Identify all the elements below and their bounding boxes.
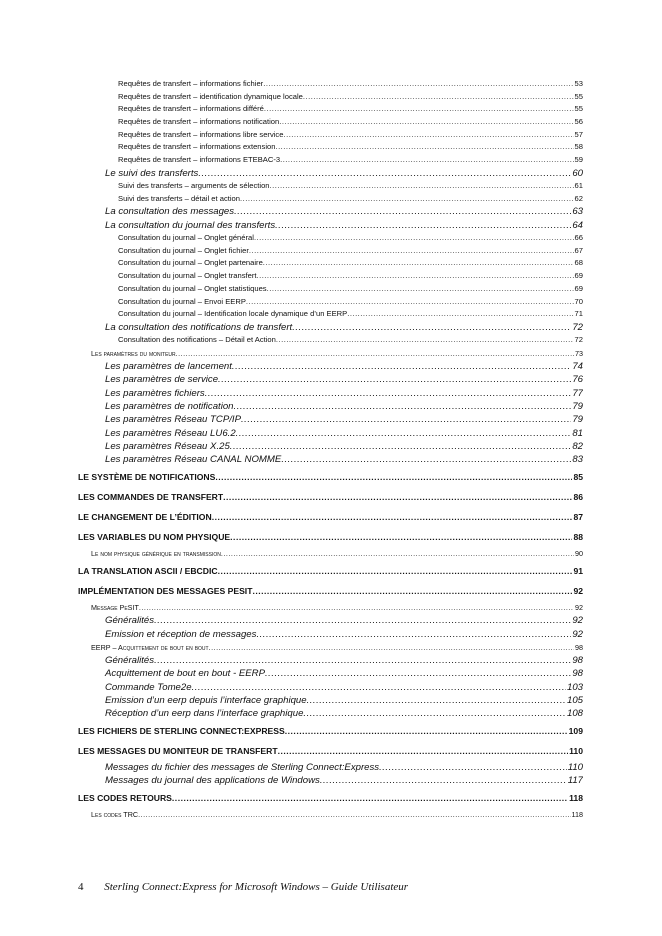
toc-entry-title: LES FICHIERS DE STERLING CONNECT:EXPRESS xyxy=(78,725,285,736)
toc-entry[interactable] xyxy=(78,507,583,527)
toc-entry-title: Consultation du journal – Identification locale dynamique d’un EERP xyxy=(118,309,348,319)
toc-leader-dots xyxy=(230,527,572,547)
toc-leader-dots xyxy=(267,283,574,296)
toc-entry-page: 81 xyxy=(572,427,583,439)
toc-leader-dots xyxy=(275,219,571,232)
toc-leader-dots xyxy=(249,245,574,258)
toc-entry-page: 108 xyxy=(566,708,583,720)
toc-entry-title: Requêtes de transfert – identification dynamique locale xyxy=(118,91,303,101)
toc-leader-dots xyxy=(223,487,572,507)
toc-entry[interactable] xyxy=(78,808,583,821)
toc-leader-dots xyxy=(379,761,567,774)
toc-leader-dots xyxy=(303,707,566,720)
toc-entry[interactable] xyxy=(78,788,583,808)
toc-entry-page: 67 xyxy=(574,245,583,255)
toc-entry-page: 88 xyxy=(573,532,583,543)
toc-entry[interactable] xyxy=(78,413,583,426)
toc-entry-page: 66 xyxy=(574,233,583,243)
toc-entry-page: 90 xyxy=(575,549,583,559)
toc-entry-page: 92 xyxy=(575,602,583,612)
toc-leader-dots xyxy=(230,440,572,453)
toc-entry[interactable] xyxy=(78,628,583,641)
toc-entry-page: 71 xyxy=(574,309,583,319)
toc-entry-title: Le nom physique générique en transmission xyxy=(91,549,221,559)
toc-entry[interactable] xyxy=(78,667,583,680)
toc-entry[interactable] xyxy=(78,561,583,581)
toc-entry-title: Généralités xyxy=(105,615,155,627)
toc-entry-page: 98 xyxy=(572,655,583,667)
toc-entry-page: 92 xyxy=(572,628,583,640)
toc-entry[interactable] xyxy=(78,78,583,91)
toc-entry-title: LES CODES RETOURS xyxy=(78,792,172,803)
toc-entry-title: Requêtes de transfert – informations extension xyxy=(118,142,276,152)
toc-entry-title: Consultation des notifications – Détail et Action xyxy=(118,335,276,345)
toc-entry-page: 85 xyxy=(573,471,583,482)
toc-entry-title: Le suivi des transferts xyxy=(105,167,199,179)
toc-leader-dots xyxy=(280,154,573,167)
toc-leader-dots xyxy=(246,296,574,309)
toc-entry-title: Les paramètres de lancement xyxy=(105,361,232,373)
toc-entry-title: LES MESSAGES DU MONITEUR DE TRANSFERT xyxy=(78,745,278,756)
toc-leader-dots xyxy=(209,641,574,654)
toc-entry-title: EERP – Acquittement de bout en bout xyxy=(91,642,209,652)
toc-entry[interactable] xyxy=(78,321,583,334)
page-number: 4 xyxy=(78,881,84,893)
toc-entry-page: 79 xyxy=(572,414,583,426)
toc-entry[interactable] xyxy=(78,154,583,167)
toc-entry-page: 79 xyxy=(572,401,583,413)
toc-entry-page: 98 xyxy=(572,668,583,680)
toc-entry-page: 118 xyxy=(571,809,583,819)
toc-leader-dots xyxy=(292,321,571,334)
toc-entry-page: 55 xyxy=(574,91,583,101)
toc-leader-dots xyxy=(215,467,572,487)
toc-leader-dots xyxy=(264,103,574,116)
toc-entry-title: IMPLÉMENTATION DES MESSAGES PESIT xyxy=(78,585,253,596)
toc-leader-dots xyxy=(265,667,571,680)
toc-leader-dots xyxy=(270,180,574,193)
toc-entry[interactable] xyxy=(78,141,583,154)
page-footer xyxy=(78,881,408,893)
toc-entry[interactable] xyxy=(78,761,583,774)
toc-entry-title: Requêtes de transfert – informations différé xyxy=(118,104,264,114)
toc-leader-dots xyxy=(240,193,574,206)
toc-entry[interactable] xyxy=(78,219,583,232)
toc-entry[interactable] xyxy=(78,721,583,741)
toc-entry[interactable] xyxy=(78,180,583,193)
toc-entry[interactable] xyxy=(78,257,583,270)
toc-entry[interactable] xyxy=(78,741,583,761)
toc-entry[interactable] xyxy=(78,116,583,129)
toc-entry-title: Les paramètres Réseau X.25 xyxy=(105,440,230,452)
toc-entry-page: 98 xyxy=(575,642,583,652)
toc-entry[interactable] xyxy=(78,581,583,601)
toc-entry[interactable] xyxy=(78,774,583,787)
toc-entry-page: 103 xyxy=(566,681,583,693)
toc-entry-page: 57 xyxy=(574,129,583,139)
toc-entry[interactable] xyxy=(78,681,583,694)
toc-entry-page: 110 xyxy=(567,762,583,774)
toc-leader-dots xyxy=(221,547,574,560)
toc-leader-dots xyxy=(138,808,570,821)
toc-entry[interactable] xyxy=(78,270,583,283)
toc-entry-page: 69 xyxy=(574,271,583,281)
toc-entry-title: Emission d’un eerp depuis l’interface graphique xyxy=(105,695,307,707)
toc-entry-page: 86 xyxy=(573,491,583,502)
toc-entry-title: Acquittement de bout en bout - EERP xyxy=(105,668,265,680)
toc-entry-page: 76 xyxy=(572,374,583,386)
toc-entry-page: 61 xyxy=(574,181,583,191)
toc-leader-dots xyxy=(307,694,566,707)
toc-entry[interactable] xyxy=(78,347,583,360)
toc-entry-page: 92 xyxy=(573,585,583,596)
toc-entry-page: 62 xyxy=(574,193,583,203)
toc-entry[interactable] xyxy=(78,641,583,654)
toc-entry[interactable] xyxy=(78,296,583,309)
toc-leader-dots xyxy=(275,141,573,154)
toc-entry-page: 83 xyxy=(572,454,583,466)
toc-entry-page: 63 xyxy=(572,206,583,218)
toc-entry[interactable] xyxy=(78,232,583,245)
toc-leader-dots xyxy=(256,270,573,283)
toc-leader-dots xyxy=(232,360,571,373)
toc-entry-title: Les paramètres Réseau TCP/IP xyxy=(105,414,241,426)
toc-entry[interactable] xyxy=(78,205,583,218)
toc-entry[interactable] xyxy=(78,487,583,507)
toc-entry-page: 69 xyxy=(574,283,583,293)
toc-entry-title: Message PeSIT xyxy=(91,602,139,612)
footer-title: Sterling Connect:Express for Microsoft Windows – Guide Utilisateur xyxy=(104,881,409,893)
toc-entry-title: Messages du fichier des messages de Sterling Connect:Express xyxy=(105,762,380,774)
toc-entry-title: Réception d’un eerp dans l’interface graphique xyxy=(105,708,304,720)
toc-leader-dots xyxy=(279,116,573,129)
toc-leader-dots xyxy=(198,167,571,180)
toc-entry[interactable] xyxy=(78,614,583,627)
toc-entry-title: Requêtes de transfert – informations fichier xyxy=(118,79,264,88)
toc-entry[interactable] xyxy=(78,547,583,560)
toc-entry-title: Requêtes de transfert – informations ETEBAC-3 xyxy=(118,155,281,165)
toc-entry-page: 110 xyxy=(569,745,583,756)
toc-entry-title: Messages du journal des applications de Windows xyxy=(105,775,320,787)
toc-entry-title: Requêtes de transfert – informations libre service xyxy=(118,129,284,139)
toc-entry-title: Consultation du journal – Onglet fichier xyxy=(118,245,249,255)
toc-entry[interactable] xyxy=(78,360,583,373)
toc-leader-dots xyxy=(218,373,571,386)
toc-leader-dots xyxy=(263,257,574,270)
toc-entry[interactable] xyxy=(78,334,583,347)
toc-entry[interactable] xyxy=(78,91,583,104)
toc-entry-title: Suivi des transferts – détail et action xyxy=(118,193,240,203)
toc-entry-title: Les codes TRC xyxy=(91,809,139,819)
toc-entry-title: LA TRANSLATION ASCII / EBCDIC xyxy=(78,565,218,576)
toc-leader-dots xyxy=(278,741,569,761)
toc-entry-title: La consultation du journal des transferts xyxy=(105,219,276,231)
toc-leader-dots xyxy=(276,334,574,347)
toc-leader-dots xyxy=(192,681,566,694)
toc-entry-title: La consultation des notifications de transfert xyxy=(105,321,293,333)
toc-entry[interactable] xyxy=(78,427,583,440)
toc-entry[interactable] xyxy=(78,707,583,720)
toc-entry-title: Consultation du journal – Onglet statistiques xyxy=(118,283,267,293)
toc-entry-title: Consultation du journal – Onglet général xyxy=(118,233,254,243)
toc-entry-page: 73 xyxy=(575,348,583,358)
toc-entry[interactable] xyxy=(78,308,583,321)
toc-leader-dots xyxy=(234,205,571,218)
toc-leader-dots xyxy=(172,788,568,808)
toc-leader-dots xyxy=(285,721,568,741)
toc-entry-page: 91 xyxy=(573,565,583,576)
toc-entry[interactable] xyxy=(78,103,583,116)
toc-entry[interactable] xyxy=(78,440,583,453)
toc-entry-title: Les paramètres de notification xyxy=(105,401,234,413)
toc-entry-title: Les paramètres fichiers xyxy=(105,387,205,399)
toc-entry[interactable] xyxy=(78,694,583,707)
toc-entry-title: Suivi des transferts – arguments de sélection xyxy=(118,181,270,191)
toc-entry-page: 92 xyxy=(572,615,583,627)
toc-entry-title: Emission et réception de messages xyxy=(105,628,257,640)
toc-leader-dots xyxy=(154,654,571,667)
toc-leader-dots xyxy=(303,91,574,104)
toc-entry-title: Consultation du journal – Envoi EERP xyxy=(118,296,246,306)
toc-entry-page: 72 xyxy=(572,321,583,333)
toc-leader-dots xyxy=(254,232,574,245)
toc-entry-page: 59 xyxy=(574,155,583,165)
toc-entry-page: 56 xyxy=(574,117,583,127)
toc-entry-title: Consultation du journal – Onglet transfert xyxy=(118,271,257,281)
toc-entry-title: LE SYSTÈME DE NOTIFICATIONS xyxy=(78,471,216,482)
toc-entry[interactable] xyxy=(78,283,583,296)
toc-entry[interactable] xyxy=(78,601,583,614)
toc-leader-dots xyxy=(176,347,574,360)
toc-leader-dots xyxy=(283,129,573,142)
toc-leader-dots xyxy=(234,400,572,413)
toc-entry-title: La consultation des messages xyxy=(105,206,235,218)
toc-entry-page: 64 xyxy=(572,219,583,231)
toc-entry-title: LES VARIABLES DU NOM PHYSIQUE xyxy=(78,532,231,543)
toc-entry[interactable] xyxy=(78,453,583,466)
toc-entry[interactable] xyxy=(78,654,583,667)
toc-entry-title: LES COMMANDES DE TRANSFERT xyxy=(78,491,224,502)
toc-entry-page: 74 xyxy=(572,361,583,373)
toc-leader-dots xyxy=(236,427,572,440)
toc-leader-dots xyxy=(241,413,571,426)
toc-entry[interactable] xyxy=(78,373,583,386)
toc-leader-dots xyxy=(154,614,571,627)
toc-entry-title: Consultation du journal – Onglet partenaire xyxy=(118,258,263,268)
toc-leader-dots xyxy=(263,78,573,91)
toc-entry[interactable] xyxy=(78,129,583,142)
toc-entry[interactable] xyxy=(78,167,583,180)
toc-entry[interactable] xyxy=(78,245,583,258)
toc-leader-dots xyxy=(139,601,574,614)
toc-entry-page: 109 xyxy=(568,725,583,736)
toc-entry[interactable] xyxy=(78,400,583,413)
toc-entry-page: 82 xyxy=(572,440,583,452)
toc-entry-title: Les paramètres du moniteur xyxy=(91,348,176,358)
toc-entry-page: 58 xyxy=(574,142,583,152)
toc-entry-page: 68 xyxy=(574,258,583,268)
toc-entry-title: LE CHANGEMENT DE L’ÉDITION xyxy=(78,511,212,522)
toc-entry-page: 117 xyxy=(567,775,583,787)
toc-entry-title: Les paramètres de service xyxy=(105,374,219,386)
toc-entry-page: 72 xyxy=(574,335,583,345)
toc-entry[interactable] xyxy=(78,193,583,206)
toc-entry[interactable] xyxy=(78,387,583,400)
toc-leader-dots xyxy=(218,561,573,581)
toc-entry[interactable] xyxy=(78,467,583,487)
toc-entry[interactable] xyxy=(78,527,583,547)
toc-entry-title: Généralités xyxy=(105,655,155,667)
toc-entry-page: 118 xyxy=(569,792,583,803)
toc-leader-dots xyxy=(281,453,571,466)
toc-leader-dots xyxy=(320,774,567,787)
toc-entry-title: Les paramètres Réseau CANAL NOMME xyxy=(105,454,282,466)
toc-leader-dots xyxy=(256,628,571,641)
toc-entry-page: 105 xyxy=(566,695,583,707)
toc-entry-page: 77 xyxy=(572,387,583,399)
toc-entry-page: 55 xyxy=(574,104,583,114)
toc-entry-page: 60 xyxy=(572,167,583,179)
toc-leader-dots xyxy=(205,387,572,400)
toc-leader-dots xyxy=(212,507,573,527)
toc-entry-title: Les paramètres Réseau LU6.2 xyxy=(105,427,236,439)
toc-entry-page: 87 xyxy=(573,511,583,522)
toc-leader-dots xyxy=(347,308,573,321)
toc-entry-title: Requêtes de transfert – informations notification xyxy=(118,117,280,127)
toc-entry-page: 53 xyxy=(574,79,583,88)
toc-leader-dots xyxy=(252,581,572,601)
toc-entry-page: 70 xyxy=(574,296,583,306)
toc-entry-title: Commande Tome2e xyxy=(105,681,192,693)
table-of-contents xyxy=(78,78,583,821)
